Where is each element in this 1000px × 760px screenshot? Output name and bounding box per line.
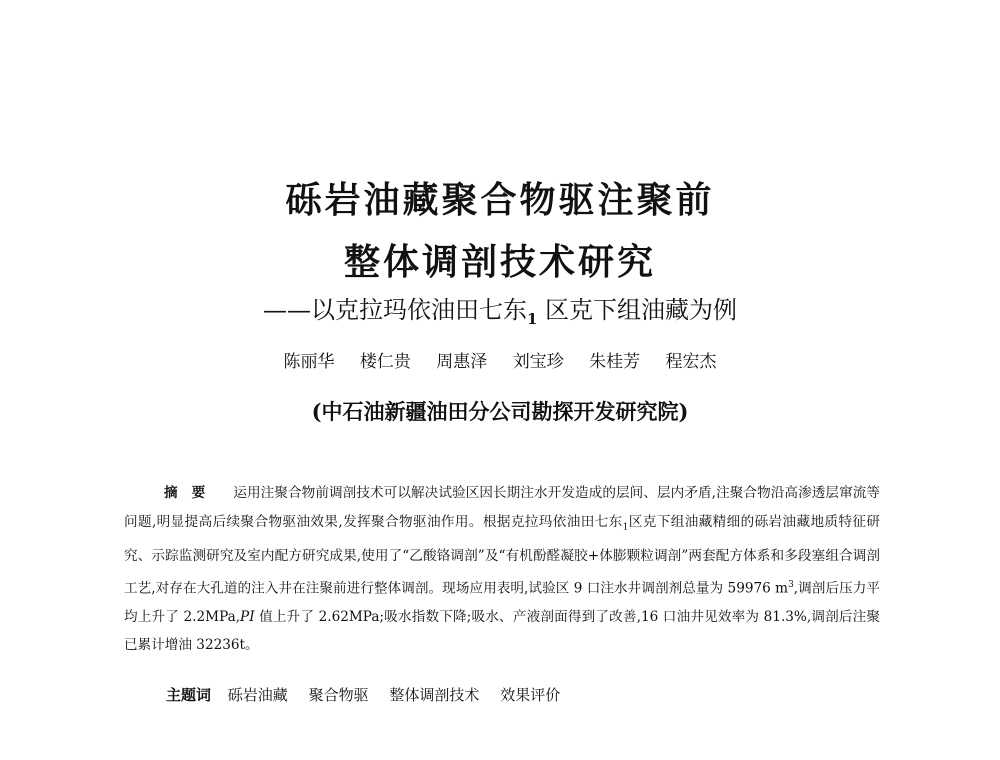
abstract-text: 运用注聚合物前调剖技术可以解决试验区因长期注水开发造成的层间、层内矛盾,注聚合物沿高渗透层窜流等问题,明显提高后续聚合物驱油效果,发挥聚合物驱油作用。根据克拉玛依油田七东 (124, 485, 880, 530)
author-name: 朱桂芳 (589, 352, 641, 372)
paper-title-line-2: 整体调剖技术研究 (343, 241, 656, 283)
author-name: 陈丽华 (283, 352, 335, 372)
author-name: 楼仁贵 (359, 352, 411, 372)
author-name: 周惠泽 (436, 352, 488, 372)
affiliation: (中石油新疆油田分公司勘探开发研究院) (311, 399, 689, 424)
paper-title-line-1: 砾岩油藏聚合物驱注聚前 (285, 179, 715, 221)
subtitle-text-after: 区克下组油藏为例 (537, 296, 738, 324)
abstract-label: 摘要 (164, 485, 220, 501)
author-name: 刘宝珍 (512, 352, 564, 372)
abstract-text: ,调剖后压力平均上升了 2.2MPa, (124, 580, 880, 625)
keyword: 整体调剖技术 (389, 686, 480, 704)
subtitle-subscript: 1 (526, 309, 538, 328)
abstract-pi-label: PI (240, 608, 255, 625)
author-list (0, 347, 1000, 372)
abstract-subscript: 1 (622, 522, 629, 533)
keyword: 效果评价 (500, 686, 561, 704)
abstract-superscript: 3 (788, 579, 794, 590)
keywords-line (166, 684, 576, 705)
author-name: 程宏杰 (665, 352, 717, 372)
subtitle-text: ——以克拉玛依油田七东 (262, 296, 527, 324)
abstract-text: 值上升了 2.62MPa;吸水指数下降;吸水、产液剖面得到了改善,16 口油井见效率为 81.3%,调剖后注聚已累计增油 32236t。 (124, 608, 880, 654)
keyword: 砾岩油藏 (227, 686, 288, 704)
paper-subtitle (0, 290, 1000, 328)
abstract-block (124, 479, 880, 660)
keywords-label: 主题词 (166, 686, 212, 704)
abstract-text: 区克下组油藏精细的砾岩油藏地质特征研究、示踪监测研究及室内配方研究成果,使用了“乙酸铬调剖”及“有机酚醛凝胶+体膨颗粒调剖”两套配方体系和多段塞组合调剖工艺,对存在大孔道的注入井在注聚前进行整体调剖。现场应用表明,试验区 9 口注水井调剖剂总量为 59976 m (124, 513, 881, 597)
keyword: 聚合物驱 (308, 686, 369, 704)
